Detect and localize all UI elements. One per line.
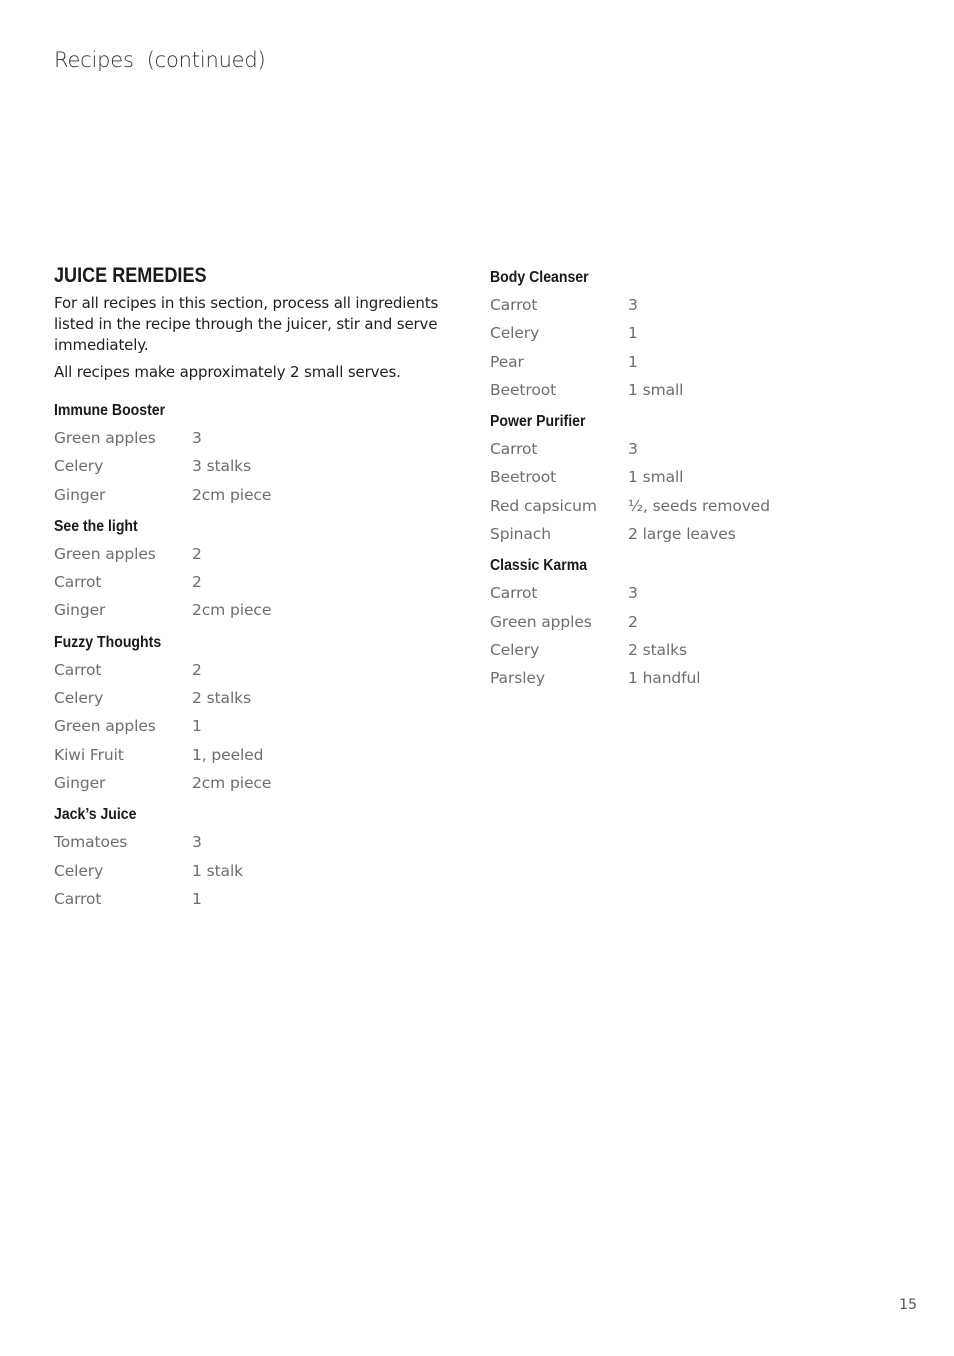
ingredient-quantity: 2 stalks <box>628 640 687 659</box>
recipe-title: Classic Karma <box>490 557 588 575</box>
ingredient-quantity: 3 <box>628 296 638 314</box>
ingredient-name: Pear <box>490 352 524 371</box>
section-serves-note: All recipes make approximately 2 small serves. <box>54 363 401 381</box>
ingredient-name: Carrot <box>54 660 102 679</box>
ingredient-quantity: 1 small <box>628 468 684 487</box>
recipe-title: See the light <box>54 517 138 535</box>
ingredient-name: Carrot <box>54 889 102 908</box>
ingredient-name: Green apples <box>54 544 156 563</box>
ingredient-name: Celery <box>54 861 104 880</box>
ingredient-row <box>54 540 454 568</box>
ingredient-name: Green apples <box>54 717 156 736</box>
left-recipe-list <box>54 400 454 913</box>
ingredient-row <box>490 348 890 376</box>
ingredient-quantity: 2 <box>192 544 202 563</box>
recipe-title: Fuzzy Thoughts <box>54 633 162 651</box>
ingredient-row <box>490 319 890 347</box>
ingredient-quantity: ½, seeds removed <box>628 496 770 515</box>
ingredient-row <box>490 492 890 520</box>
ingredient-quantity: 3 <box>628 584 638 603</box>
ingredient-name: Parsley <box>490 669 545 688</box>
ingredient-quantity: 3 stalks <box>192 457 251 476</box>
ingredient-row <box>54 741 454 769</box>
ingredient-name: Celery <box>490 324 540 343</box>
ingredient-quantity: 2 stalks <box>192 689 251 708</box>
ingredient-row <box>490 463 890 491</box>
ingredient-name: Kiwi Fruit <box>54 745 124 764</box>
recipe-title: Power Purifier <box>490 413 586 431</box>
recipe-title: Jack’s Juice <box>54 806 137 824</box>
ingredient-name: Beetroot <box>490 380 557 399</box>
ingredient-name: Ginger <box>54 601 106 620</box>
ingredient-quantity: 3 <box>192 429 202 447</box>
recipe-title: Body Cleanser <box>490 269 589 286</box>
ingredient-quantity: 1 <box>628 352 638 371</box>
recipe-block <box>54 516 454 625</box>
ingredient-name: Carrot <box>490 440 538 459</box>
ingredient-row <box>54 684 454 712</box>
ingredient-quantity: 1 <box>192 889 202 908</box>
ingredient-row <box>54 656 454 684</box>
ingredient-row <box>490 636 890 664</box>
section-intro: For all recipes in this section, process all ingredients listed in the recipe through the juicer, stir and serve immediately. <box>54 294 439 354</box>
section-title: JUICE REMEDIES <box>54 264 207 287</box>
ingredient-name: Red capsicum <box>490 496 597 515</box>
right-recipe-list <box>490 267 890 693</box>
page-number: 15 <box>899 1297 917 1313</box>
ingredient-quantity: 2 large leaves <box>628 525 736 544</box>
recipe-block <box>490 555 890 692</box>
ingredient-quantity: 3 <box>192 833 202 852</box>
ingredient-quantity: 1, peeled <box>192 745 264 764</box>
ingredient-name: Celery <box>54 689 104 708</box>
ingredient-quantity: 1 small <box>628 380 684 399</box>
ingredient-name: Celery <box>490 640 540 659</box>
ingredient-row <box>54 769 454 797</box>
ingredient-name: Carrot <box>54 573 102 592</box>
ingredient-name: Green apples <box>490 612 592 631</box>
ingredient-row <box>54 857 454 885</box>
ingredient-row <box>54 828 454 856</box>
right-column <box>490 267 890 700</box>
recipe-block <box>54 632 454 797</box>
ingredient-quantity: 1 <box>628 324 638 343</box>
ingredient-row <box>490 291 890 319</box>
ingredient-name: Ginger <box>54 485 106 504</box>
ingredient-quantity: 1 <box>192 717 202 736</box>
ingredient-name: Carrot <box>490 296 538 314</box>
recipe-block <box>54 400 454 509</box>
ingredient-row <box>490 520 890 548</box>
ingredient-row <box>54 596 454 624</box>
ingredient-quantity: 2 <box>628 612 638 631</box>
ingredient-row <box>490 376 890 404</box>
ingredient-row <box>54 452 454 480</box>
recipe-block <box>490 267 890 404</box>
ingredient-quantity: 2 <box>192 573 202 592</box>
ingredient-row <box>490 435 890 463</box>
ingredient-row <box>54 885 454 913</box>
ingredient-row <box>490 608 890 636</box>
ingredient-row <box>54 568 454 596</box>
ingredient-name: Green apples <box>54 429 156 447</box>
ingredient-name: Carrot <box>490 584 538 603</box>
ingredient-quantity: 3 <box>628 440 638 459</box>
recipe-title: Immune Booster <box>54 402 166 419</box>
recipe-block <box>490 411 890 548</box>
ingredient-name: Tomatoes <box>54 833 128 852</box>
ingredient-row <box>54 481 454 509</box>
ingredient-quantity: 2cm piece <box>192 601 272 620</box>
ingredient-name: Celery <box>54 457 104 476</box>
left-column <box>54 264 454 920</box>
recipe-block <box>54 804 454 913</box>
ingredient-row <box>490 579 890 607</box>
ingredient-row <box>54 712 454 740</box>
ingredient-name: Spinach <box>490 525 551 544</box>
ingredient-row <box>490 664 890 692</box>
ingredient-quantity: 2cm piece <box>192 773 272 792</box>
ingredient-quantity: 2 <box>192 660 202 679</box>
ingredient-quantity: 2cm piece <box>192 485 272 504</box>
ingredient-quantity: 1 handful <box>628 669 701 688</box>
ingredient-name: Beetroot <box>490 468 557 487</box>
ingredient-name: Ginger <box>54 773 106 792</box>
page-header-title: Recipes (continued) <box>54 48 266 72</box>
ingredient-quantity: 1 stalk <box>192 861 244 880</box>
ingredient-row <box>54 424 454 452</box>
